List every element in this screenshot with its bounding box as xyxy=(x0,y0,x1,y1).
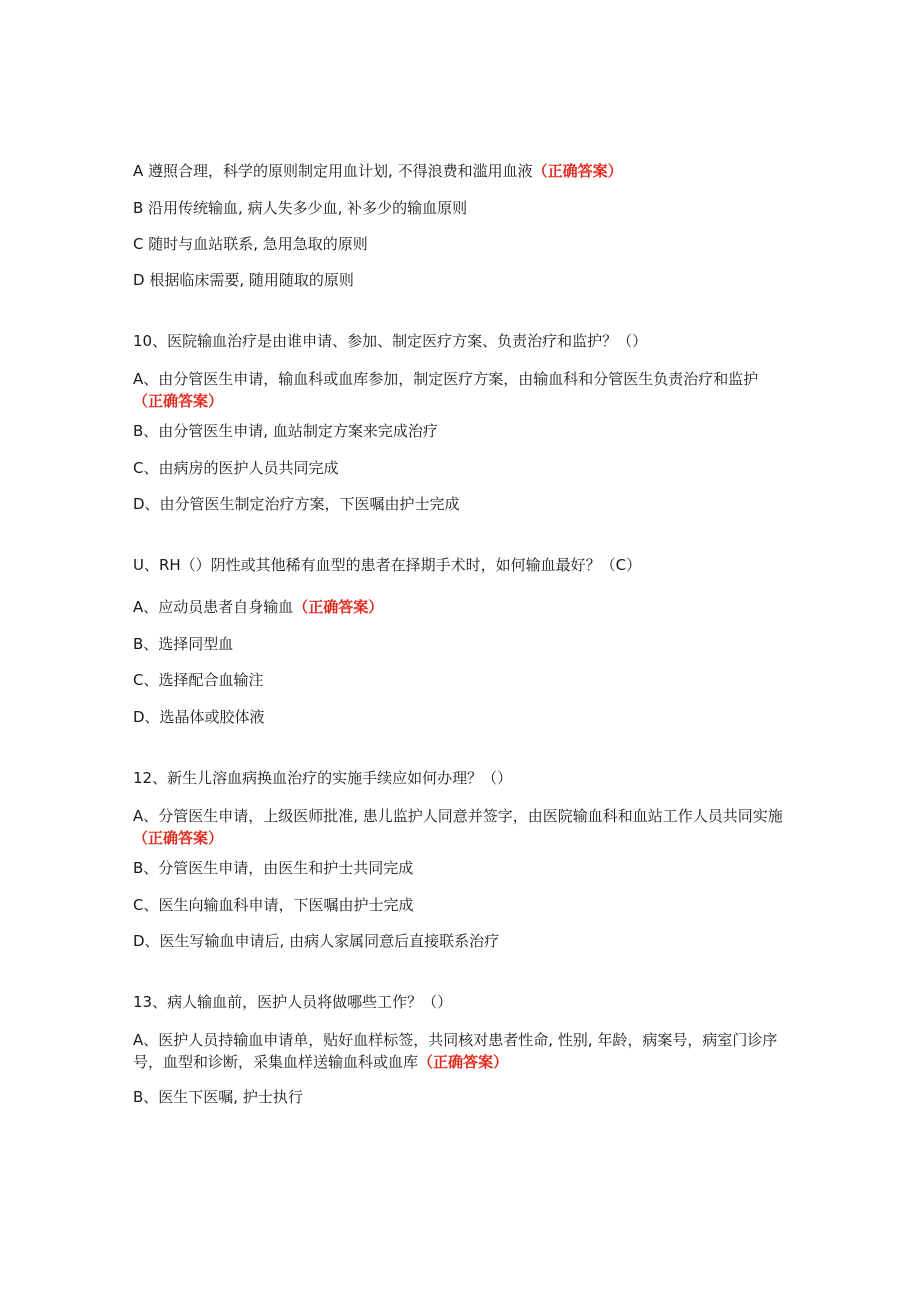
option-10b: B、由分管医生申请, 血站制定方案来完成治疗 xyxy=(133,422,438,440)
option-9d: D 根据临床需要, 随用随取的原则 xyxy=(133,271,354,289)
option-11b: B、选择同型血 xyxy=(133,635,234,653)
option-11d: D、选晶体或胶体液 xyxy=(133,708,265,726)
option-12d: D、医生写输血申请后, 由病人家属同意后直接联系治疗 xyxy=(133,932,500,950)
option-12a: A、分管医生申请，上级医师批准, 患儿监护人同意并签字，由医院输血科和血站工作人员共同实施（正确答案） xyxy=(133,807,783,847)
question-10: 10、医院输血治疗是由谁申请、参加、制定医疗方案、负责治疗和监护？（） xyxy=(133,332,648,350)
question-13: 13、病人输血前，医护人员将做哪些工作？（） xyxy=(133,993,453,1011)
question-11: U、RH（）阴性或其他稀有血型的患者在择期手术时，如何输血最好？（C） xyxy=(133,556,642,574)
correct-answer-marker: （正确答案） xyxy=(133,392,224,410)
option-10a: A、由分管医生申请，输血科或血库参加，制定医疗方案，由输血科和分管医生负责治疗和监护（正确答案） xyxy=(133,370,759,410)
correct-answer-marker: （正确答案） xyxy=(133,829,224,847)
option-10c: C、由病房的医护人员共同完成 xyxy=(133,459,339,477)
option-10d: D、由分管医生制定治疗方案，下医嘱由护士完成 xyxy=(133,495,460,513)
option-13b: B、医生下医嘱, 护士执行 xyxy=(133,1088,303,1106)
correct-answer-marker: （正确答案） xyxy=(532,162,623,180)
option-11c: C、选择配合血输注 xyxy=(133,671,264,689)
option-11a: A、应动员患者自身输血（正确答案） xyxy=(133,598,384,616)
option-9b: B 沿用传统输血, 病人失多少血, 补多少的输血原则 xyxy=(133,199,468,217)
option-9c: C 随时与血站联系, 急用急取的原则 xyxy=(133,235,368,253)
option-9a: A 遵照合理，科学的原则制定用血计划, 不得浪费和滥用血液（正确答案） xyxy=(133,162,623,180)
option-13a: A、医护人员持输血申请单，贴好血样标签，共同核对患者性命, 性别, 年龄，病案号，病室门诊序号，血型和诊断，采集血样送输血科或血库（正确答案） xyxy=(133,1031,778,1071)
question-12: 12、新生儿溶血病换血治疗的实施手续应如何办理？（） xyxy=(133,769,513,787)
option-12c: C、医生向输血科申请，下医嘱由护士完成 xyxy=(133,896,414,914)
option-12b: B、分管医生申请，由医生和护士共同完成 xyxy=(133,859,414,877)
correct-answer-marker: （正确答案） xyxy=(418,1053,509,1071)
correct-answer-marker: （正确答案） xyxy=(293,598,384,616)
